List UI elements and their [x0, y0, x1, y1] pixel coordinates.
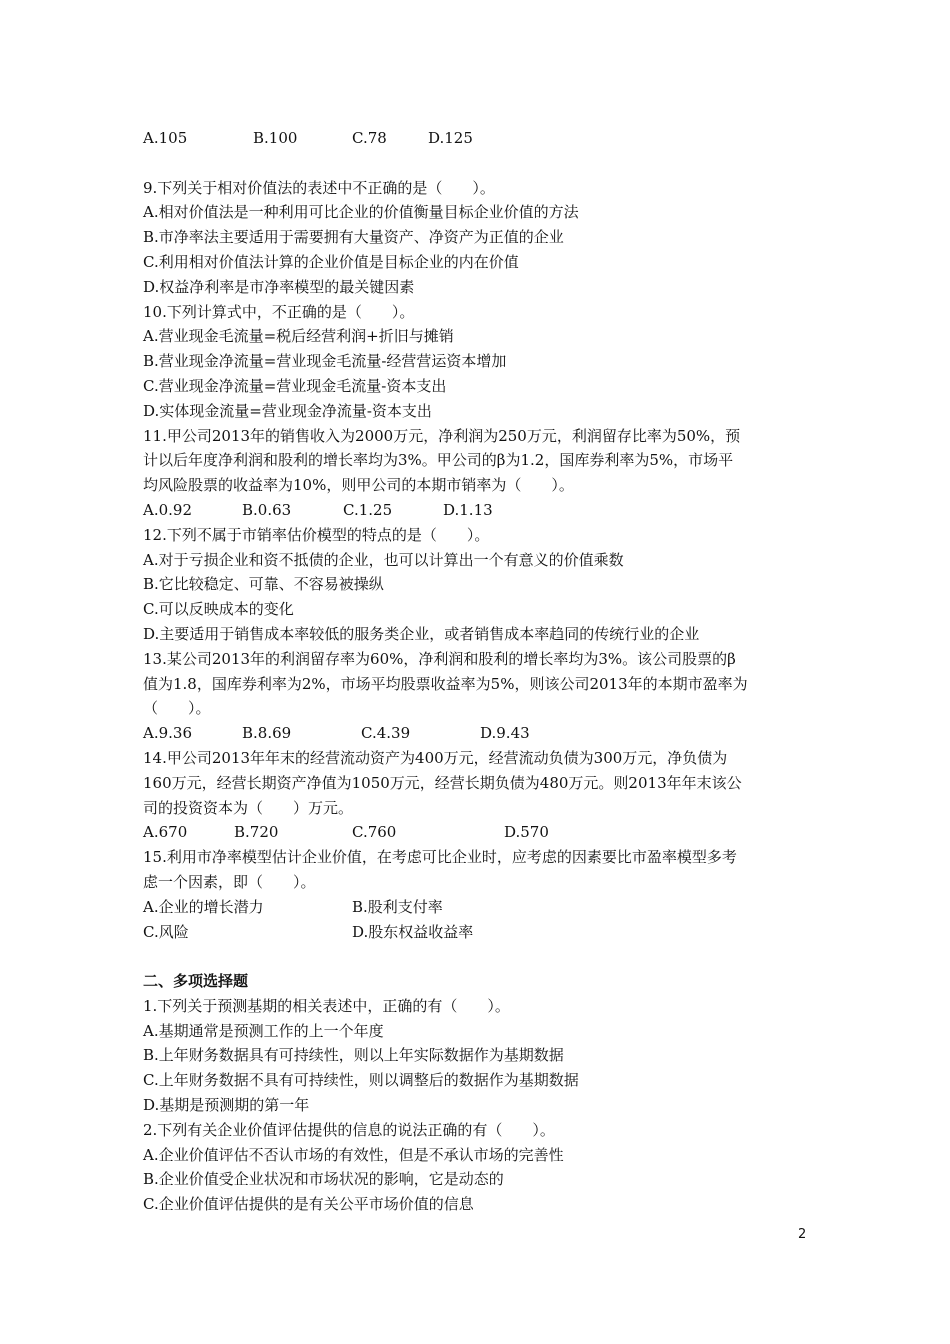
q10-option-a: A.营业现金毛流量=税后经营利润+折旧与摊销	[143, 327, 454, 346]
m2-option-b: B.企业价值受企业状况和市场状况的影响，它是动态的	[143, 1170, 504, 1189]
q12-option-b: B.它比较稳定、可靠、不容易被操纵	[143, 575, 384, 594]
q14-options	[143, 820, 813, 845]
m2-stem: 2.下列有关企业价值评估提供的信息的说法正确的有（ ）。	[143, 1120, 555, 1139]
q15-options-row-1	[143, 895, 813, 920]
q13-option-d: D.9.43	[480, 724, 530, 743]
m2-option-a: A.企业价值评估不否认市场的有效性，但是不承认市场的完善性	[143, 1145, 564, 1164]
q14-option-d: D.570	[504, 823, 549, 842]
q15-option-a: A.企业的增长潜力	[143, 897, 264, 916]
q9-option-a: A.相对价值法是一种利用可比企业的价值衡量目标企业价值的方法	[143, 203, 579, 222]
m2-option-c: C.企业价值评估提供的是有关公平市场价值的信息	[143, 1195, 474, 1214]
q9-option-c: C.利用相对价值法计算的企业价值是目标企业的内在价值	[143, 252, 519, 271]
q8-option-d: D.125	[428, 129, 473, 147]
spacer	[143, 151, 813, 176]
q10-option-b: B.营业现金净流量=营业现金毛流量-经营营运资本增加	[143, 352, 507, 371]
q13-option-c: C.4.39	[361, 724, 411, 743]
m1-option-a: A.基期通常是预测工作的上一个年度	[143, 1021, 384, 1040]
q10-option-d: D.实体现金流量=营业现金净流量-资本支出	[143, 401, 432, 420]
q13-stem-line-3: （ ）。	[143, 699, 211, 718]
m1-option-b: B.上年财务数据具有可持续性，则以上年实际数据作为基期数据	[143, 1046, 564, 1065]
q14-stem-line-1: 14.甲公司2013年年末的经营流动资产为400万元，经营流动负债为300万元，净负债为	[143, 748, 728, 767]
q13-stem-line-2: 值为1.8，国库券利率为2%，市场平均股票收益率为5%，则该公司2013年的本期市盈率为	[143, 674, 748, 693]
q15-stem-line-2: 虑一个因素，即（ ）。	[143, 872, 316, 891]
q11-stem-line-3: 均风险股票的收益率为10%，则甲公司的本期市销率为（ ）。	[143, 476, 574, 495]
q13-options	[143, 721, 813, 746]
q8-option-b: B.100	[253, 129, 298, 147]
q12-option-c: C.可以反映成本的变化	[143, 600, 294, 619]
q13-option-b: B.8.69	[242, 724, 292, 743]
page-content	[143, 126, 813, 1217]
q13-option-a: A.9.36	[143, 724, 192, 743]
q11-stem-line-1: 11.甲公司2013年的销售收入为2000万元，净利润为250万元，利润留存比率为50%，预	[143, 426, 741, 445]
q15-option-c: C.风险	[143, 922, 189, 941]
q11-option-a: A.0.92	[143, 500, 192, 519]
q8-option-c: C.78	[352, 129, 387, 147]
q11-option-c: C.1.25	[343, 500, 393, 519]
q12-option-d: D.主要适用于销售成本率较低的服务类企业，或者销售成本率趋同的传统行业的企业	[143, 624, 700, 643]
q11-options	[143, 498, 813, 523]
q10-stem: 10.下列计算式中，不正确的是（ ）。	[143, 302, 415, 321]
q14-stem-line-2: 160万元，经营长期资产净值为1050万元，经营长期负债为480万元。则2013年年末该公	[143, 773, 742, 792]
m1-option-d: D.基期是预测期的第一年	[143, 1096, 310, 1115]
q15-option-d: D.股东权益收益率	[352, 922, 474, 941]
q9-stem: 9.下列关于相对价值法的表述中不正确的是（ ）。	[143, 178, 495, 197]
section-heading: 二、多项选择题	[143, 972, 249, 991]
q9-option-d: D.权益净利率是市净率模型的最关键因素	[143, 277, 415, 296]
spacer	[143, 944, 813, 969]
q11-stem-line-2: 计以后年度净利润和股利的增长率均为3%。甲公司的β为1.2，国库券利率为5%，市场平	[143, 451, 734, 470]
q14-option-c: C.760	[352, 823, 397, 842]
q10-option-c: C.营业现金净流量=营业现金毛流量-资本支出	[143, 376, 447, 395]
q8-options	[143, 126, 813, 151]
m1-stem: 1.下列关于预测基期的相关表述中，正确的有（ ）。	[143, 996, 510, 1015]
q12-option-a: A.对于亏损企业和资不抵债的企业，也可以计算出一个有意义的价值乘数	[143, 550, 624, 569]
q15-option-b: B.股利支付率	[352, 897, 443, 916]
q15-options-row-2	[143, 920, 813, 945]
q12-stem: 12.下列不属于市销率估价模型的特点的是（ ）。	[143, 525, 490, 544]
q14-option-a: A.670	[143, 823, 188, 842]
page-number: 2	[798, 1227, 807, 1242]
q13-stem-line-1: 13.某公司2013年的利润留存率为60%，净利润和股利的增长率均为3%。该公司股票的β	[143, 649, 736, 668]
q14-stem-line-3: 司的投资资本为（ ）万元。	[143, 798, 354, 817]
q8-option-a: A.105	[143, 129, 188, 147]
q11-option-d: D.1.13	[443, 500, 493, 519]
q15-stem-line-1: 15.利用市净率模型估计企业价值，在考虑可比企业时，应考虑的因素要比市盈率模型多考	[143, 848, 737, 867]
q11-option-b: B.0.63	[242, 500, 292, 519]
q14-option-b: B.720	[234, 823, 279, 842]
q9-option-b: B.市净率法主要适用于需要拥有大量资产、净资产为正值的企业	[143, 228, 564, 247]
m1-option-c: C.上年财务数据不具有可持续性，则以调整后的数据作为基期数据	[143, 1071, 579, 1090]
